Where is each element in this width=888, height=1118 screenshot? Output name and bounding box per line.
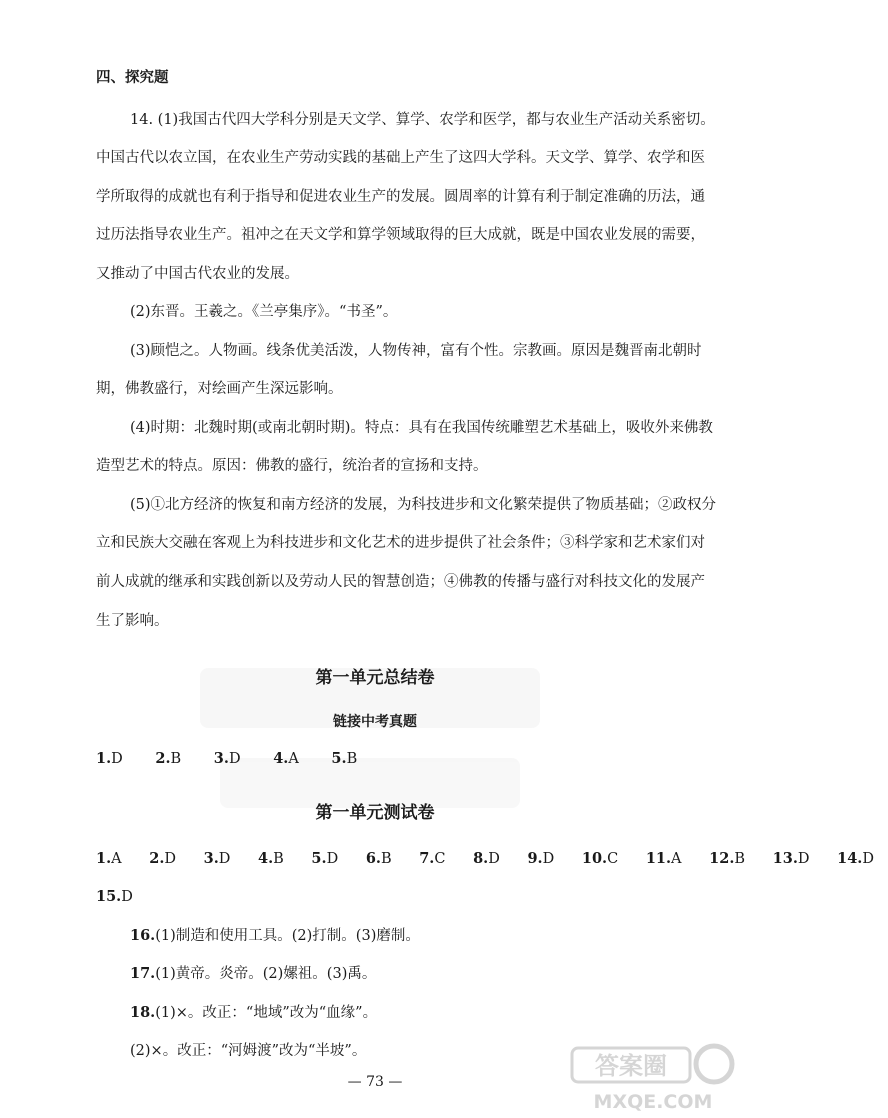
answer-item: 2.B [155,750,182,767]
summary-subtitle: 链接中考真题 [333,714,417,730]
answer-item: 10.C [581,850,619,867]
q16 [130,926,420,946]
answer-item: 5.D [311,850,339,867]
q14-part-5-line-3: 前人成就的继承和实践创新以及劳动人民的智慧创造；④佛教的传播与盛行对科技文化的发展产 [96,574,705,590]
answer-item: 11.A [645,850,682,867]
page-number: — 73 — [347,1074,403,1090]
q14-line-1: 14. (1)我国古代四大学科分别是天文学、算学、农学和医学，都与农业生产活动关系密切。 [130,112,715,128]
q15-num: 15. [96,888,122,905]
q15 [96,887,133,907]
answer-item: 1.D [96,750,123,767]
test-answers-row [96,849,888,869]
q14-part-3-line-2: 期，佛教盛行，对绘画产生深远影响。 [96,381,343,397]
q14-part-5-line-2: 立和民族大交融在客观上为科技进步和文化艺术的进步提供了社会条件；③科学家和艺术家们对 [96,535,705,551]
answer-item: 8.D [473,850,500,867]
answer-item: 12.B [709,850,746,867]
q14-line-4: 过历法指导农业生产。祖冲之在天文学和算学领域取得的巨大成就，既是中国农业发展的需要， [96,227,705,243]
q18-part-2: (2)×。改正：“河姆渡”改为“半坡”。 [130,1043,367,1059]
watermark-logo [564,1042,742,1114]
q14-line-2: 中国古代以农立国，在农业生产劳动实践的基础上产生了这四大学科。天文学、算学、农学和医 [96,150,705,166]
answer-item: 4.A [273,750,299,767]
q14-part-5-line-1: (5)①北方经济的恢复和南方经济的发展，为科技进步和文化繁荣提供了物质基础；②政权分 [130,497,717,513]
summary-answers [96,749,385,769]
q14-line-5: 又推动了中国古代农业的发展。 [96,266,299,282]
q14-part-5-line-4: 生了影响。 [96,613,169,629]
q17-num: 17. [130,965,156,982]
answer-item: 2.D [149,850,177,867]
test-title: 第一单元测试卷 [315,803,435,823]
answer-item: 4.B [258,850,284,867]
q14-part-4-line-2: 造型艺术的特点。原因：佛教的盛行，统治者的宣扬和支持。 [96,458,488,474]
answer-item: 3.D [213,750,241,767]
section-title: 四、探究题 [96,69,169,86]
q14-line-3: 学所取得的成就也有利于指导和促进农业生产的发展。圆周率的计算有利于制定准确的历法，通 [96,189,705,205]
answer-item: 5.B [331,750,358,767]
answer-item: 7.C [419,850,446,867]
q16-num: 16. [130,927,156,944]
q17-text: (1)黄帝。炎帝。(2)嫘祖。(3)禹。 [155,966,377,982]
q18-text: (1)×。改正：“地域”改为“血缘”。 [155,1005,378,1021]
answer-item: 3.D [203,850,231,867]
q14-part-4-line-1: (4)时期：北魏时期(或南北朝时期)。特点：具有在我国传统雕塑艺术基础上，吸收外来佛教 [130,420,713,436]
q16-text: (1)制造和使用工具。(2)打制。(3)磨制。 [155,928,420,944]
background-watermark [200,668,540,818]
q15-answer: D [121,889,133,905]
answer-item: 14.D [837,850,874,867]
summary-title: 第一单元总结卷 [315,668,435,688]
q18 [130,1003,377,1023]
answer-item: 13.D [772,850,810,867]
watermark-url: MXQE.COM [593,1091,713,1113]
answer-item: 9.D [527,850,555,867]
answer-item: 6.B [365,850,392,867]
q14-part-3-line-1: (3)顾恺之。人物画。线条优美活泼，人物传神，富有个性。宗教画。原因是魏晋南北朝时 [130,343,702,359]
q14-part-2: (2)东晋。王羲之。《兰亭集序》。“书圣”。 [130,304,398,320]
q17 [130,964,376,984]
answer-item: 1.A [96,850,122,867]
q18-num: 18. [130,1004,156,1021]
watermark-logo-text: 答案圈 [595,1052,667,1080]
